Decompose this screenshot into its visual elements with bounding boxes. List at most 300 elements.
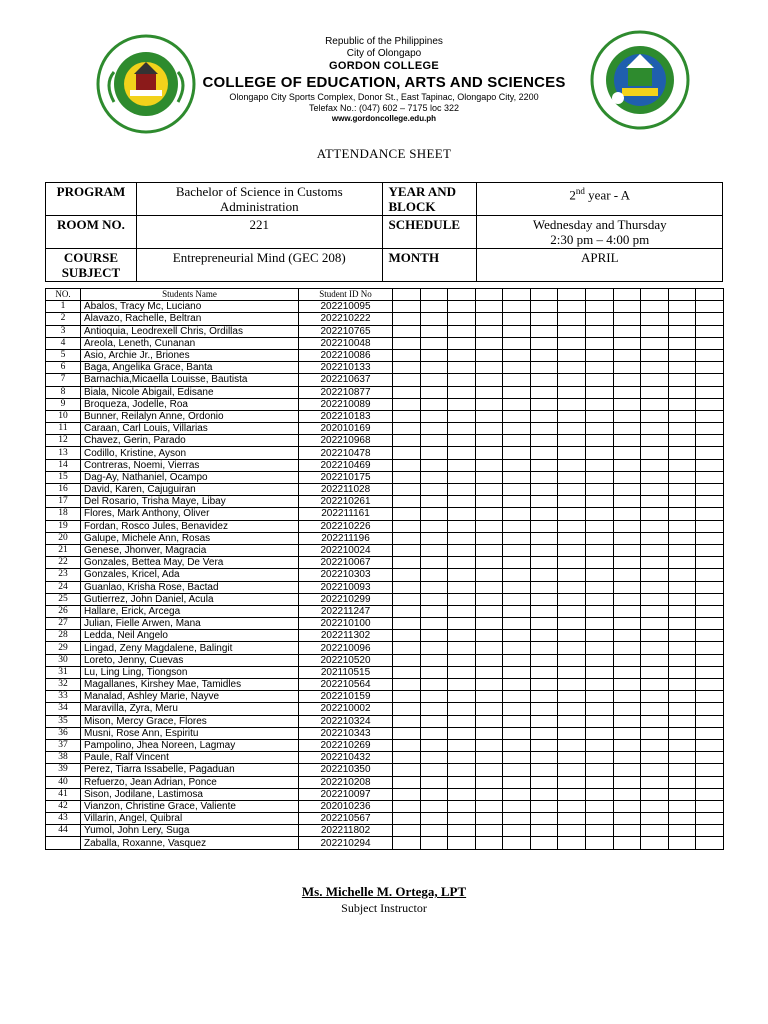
attendance-cell (475, 496, 503, 508)
student-number: 40 (46, 776, 81, 788)
attendance-cell (448, 593, 476, 605)
attendance-cell (393, 313, 421, 325)
attendance-cell (420, 569, 448, 581)
attendance-cell (503, 325, 531, 337)
attendance-cell (696, 532, 724, 544)
attendance-cell (503, 666, 531, 678)
attendance-cell (530, 386, 558, 398)
student-number: 12 (46, 435, 81, 447)
student-name: Gonzales, Bettea May, De Vera (81, 557, 299, 569)
student-id: 202210226 (299, 520, 393, 532)
student-id: 202211802 (299, 825, 393, 837)
attendance-cell (530, 569, 558, 581)
col-header-name: Students Name (81, 289, 299, 301)
attendance-cell (696, 569, 724, 581)
attendance-cell (475, 630, 503, 642)
attendance-cell (393, 727, 421, 739)
attendance-cell (586, 532, 614, 544)
attendance-cell (641, 362, 669, 374)
republic-line: Republic of the Philippines (325, 36, 443, 47)
attendance-cell (393, 800, 421, 812)
attendance-cell (420, 703, 448, 715)
attendance-cell (558, 618, 586, 630)
attendance-cell (613, 581, 641, 593)
attendance-cell (448, 825, 476, 837)
attendance-cell (530, 764, 558, 776)
attendance-cell (668, 800, 696, 812)
attendance-cell (586, 447, 614, 459)
attendance-cell (558, 337, 586, 349)
attendance-cell (448, 484, 476, 496)
attendance-cell (530, 788, 558, 800)
attendance-cell (586, 569, 614, 581)
attendance-cell (503, 337, 531, 349)
attendance-cell (696, 788, 724, 800)
attendance-cell (503, 423, 531, 435)
student-number: 41 (46, 788, 81, 800)
attendance-cell (420, 557, 448, 569)
student-name: Refuerzo, Jean Adrian, Ponce (81, 776, 299, 788)
attendance-cell (393, 484, 421, 496)
attendance-cell (420, 618, 448, 630)
attendance-cell (558, 544, 586, 556)
student-id: 202210520 (299, 654, 393, 666)
attendance-cell (393, 581, 421, 593)
attendance-cell (475, 666, 503, 678)
attendance-cell (696, 386, 724, 398)
attendance-cell (613, 679, 641, 691)
attendance-cell (696, 313, 724, 325)
attendance-cell (613, 508, 641, 520)
student-number: 8 (46, 386, 81, 398)
student-name: Julian, Fielle Arwen, Mana (81, 618, 299, 630)
attendance-cell (558, 496, 586, 508)
student-number: 23 (46, 569, 81, 581)
attendance-cell (475, 398, 503, 410)
attendance-cell (420, 386, 448, 398)
student-id: 202210183 (299, 410, 393, 422)
schedule-value (477, 216, 723, 249)
attendance-cell (448, 557, 476, 569)
attendance-cell (613, 605, 641, 617)
attendance-cell (448, 301, 476, 313)
attendance-cell (641, 642, 669, 654)
attendance-cell (448, 654, 476, 666)
attendance-date-header (393, 289, 421, 301)
attendance-cell (503, 374, 531, 386)
student-number: 38 (46, 752, 81, 764)
attendance-cell (613, 618, 641, 630)
attendance-cell (668, 642, 696, 654)
attendance-cell (613, 800, 641, 812)
attendance-cell (448, 447, 476, 459)
attendance-cell (586, 679, 614, 691)
student-name: Flores, Mark Anthony, Oliver (81, 508, 299, 520)
table-row (46, 459, 724, 471)
attendance-cell (641, 813, 669, 825)
attendance-cell (586, 374, 614, 386)
attendance-cell (503, 630, 531, 642)
attendance-cell (448, 471, 476, 483)
attendance-cell (696, 837, 724, 849)
attendance-cell (420, 544, 448, 556)
attendance-cell (393, 679, 421, 691)
attendance-cell (696, 642, 724, 654)
attendance-cell (586, 703, 614, 715)
attendance-cell (586, 386, 614, 398)
attendance-cell (641, 374, 669, 386)
attendance-cell (696, 459, 724, 471)
attendance-cell (668, 764, 696, 776)
schedule-label: SCHEDULE (382, 216, 477, 249)
student-number: 6 (46, 362, 81, 374)
student-number: 39 (46, 764, 81, 776)
attendance-cell (613, 813, 641, 825)
year-ordinal: nd (575, 186, 585, 196)
attendance-cell (530, 776, 558, 788)
table-row (46, 800, 724, 812)
student-id: 202210968 (299, 435, 393, 447)
attendance-cell (668, 752, 696, 764)
student-name: Antioquia, Leodrexell Chris, Ordillas (81, 325, 299, 337)
table-row (46, 484, 724, 496)
student-number: 10 (46, 410, 81, 422)
student-id: 202010236 (299, 800, 393, 812)
student-id: 202211247 (299, 605, 393, 617)
attendance-cell (613, 776, 641, 788)
attendance-cell (558, 715, 586, 727)
table-row (46, 471, 724, 483)
attendance-cell (503, 410, 531, 422)
student-name: Sison, Jodilane, Lastimosa (81, 788, 299, 800)
attendance-cell (475, 484, 503, 496)
attendance-cell (613, 715, 641, 727)
attendance-cell (530, 435, 558, 447)
student-id: 202211161 (299, 508, 393, 520)
attendance-cell (420, 691, 448, 703)
attendance-cell (696, 691, 724, 703)
attendance-cell (448, 605, 476, 617)
attendance-cell (641, 337, 669, 349)
attendance-cell (420, 301, 448, 313)
attendance-cell (448, 459, 476, 471)
attendance-cell (475, 618, 503, 630)
attendance-cell (530, 349, 558, 361)
table-row (46, 410, 724, 422)
student-number: 17 (46, 496, 81, 508)
attendance-cell (475, 691, 503, 703)
student-id: 202210095 (299, 301, 393, 313)
attendance-cell (558, 435, 586, 447)
attendance-cell (668, 837, 696, 849)
attendance-cell (503, 739, 531, 751)
student-number: 20 (46, 532, 81, 544)
student-number: 27 (46, 618, 81, 630)
attendance-cell (475, 544, 503, 556)
year-block: year - A (584, 187, 631, 203)
attendance-cell (668, 471, 696, 483)
attendance-cell (586, 496, 614, 508)
attendance-cell (696, 752, 724, 764)
attendance-cell (586, 313, 614, 325)
attendance-cell (696, 337, 724, 349)
attendance-cell (558, 398, 586, 410)
attendance-cell (558, 739, 586, 751)
attendance-cell (503, 313, 531, 325)
student-id: 202110515 (299, 666, 393, 678)
attendance-cell (613, 471, 641, 483)
student-id: 202210343 (299, 727, 393, 739)
attendance-cell (475, 837, 503, 849)
attendance-cell (448, 386, 476, 398)
student-name: Perez, Tiarra Issabelle, Pagaduan (81, 764, 299, 776)
attendance-cell (696, 666, 724, 678)
attendance-cell (475, 301, 503, 313)
attendance-cell (530, 618, 558, 630)
attendance-cell (530, 593, 558, 605)
attendance-cell (448, 337, 476, 349)
document-title: ATTENDANCE SHEET (316, 146, 452, 161)
attendance-cell (503, 593, 531, 605)
table-row (46, 642, 724, 654)
student-name: Genese, Jhonver, Magracia (81, 544, 299, 556)
attendance-cell (613, 544, 641, 556)
attendance-cell (393, 459, 421, 471)
attendance-cell (475, 727, 503, 739)
attendance-cell (558, 471, 586, 483)
attendance-cell (475, 825, 503, 837)
attendance-cell (558, 703, 586, 715)
website-line: www.gordoncollege.edu.ph (331, 114, 437, 123)
attendance-cell (475, 447, 503, 459)
attendance-cell (668, 605, 696, 617)
attendance-cell (613, 520, 641, 532)
attendance-cell (530, 520, 558, 532)
attendance-cell (420, 508, 448, 520)
student-name: Zaballa, Roxanne, Vasquez (81, 837, 299, 849)
attendance-cell (586, 605, 614, 617)
table-row (46, 447, 724, 459)
attendance-cell (696, 813, 724, 825)
attendance-cell (393, 520, 421, 532)
attendance-cell (448, 398, 476, 410)
student-id: 202210086 (299, 349, 393, 361)
attendance-cell (696, 410, 724, 422)
attendance-cell (558, 410, 586, 422)
attendance-cell (613, 654, 641, 666)
attendance-cell (696, 435, 724, 447)
attendance-cell (393, 764, 421, 776)
attendance-cell (668, 727, 696, 739)
attendance-cell (420, 447, 448, 459)
attendance-cell (641, 435, 669, 447)
table-row (46, 325, 724, 337)
student-id: 202210432 (299, 752, 393, 764)
attendance-cell (393, 630, 421, 642)
attendance-cell (448, 362, 476, 374)
attendance-cell (530, 337, 558, 349)
attendance-cell (393, 618, 421, 630)
attendance-cell (503, 752, 531, 764)
attendance-cell (641, 459, 669, 471)
attendance-cell (668, 776, 696, 788)
student-id: 202210564 (299, 679, 393, 691)
attendance-date-header (530, 289, 558, 301)
attendance-cell (641, 776, 669, 788)
attendance-cell (393, 496, 421, 508)
attendance-cell (530, 837, 558, 849)
student-name: Caraan, Carl Louis, Villarias (81, 423, 299, 435)
attendance-cell (448, 618, 476, 630)
attendance-cell (503, 349, 531, 361)
attendance-cell (393, 471, 421, 483)
attendance-cell (420, 813, 448, 825)
attendance-cell (696, 423, 724, 435)
attendance-cell (393, 544, 421, 556)
attendance-cell (586, 423, 614, 435)
attendance-cell (641, 447, 669, 459)
attendance-cell (420, 496, 448, 508)
attendance-cell (393, 593, 421, 605)
attendance-cell (530, 362, 558, 374)
attendance-date-header (475, 289, 503, 301)
attendance-cell (530, 496, 558, 508)
attendance-cell (613, 752, 641, 764)
attendance-cell (393, 398, 421, 410)
attendance-cell (393, 447, 421, 459)
attendance-cell (668, 544, 696, 556)
table-row (46, 593, 724, 605)
table-row (46, 508, 724, 520)
course-info-table (45, 182, 723, 282)
attendance-cell (558, 423, 586, 435)
attendance-cell (558, 313, 586, 325)
attendance-cell (558, 484, 586, 496)
attendance-cell (530, 679, 558, 691)
attendance-cell (641, 727, 669, 739)
attendance-cell (420, 313, 448, 325)
attendance-cell (696, 520, 724, 532)
attendance-cell (393, 301, 421, 313)
attendance-cell (503, 703, 531, 715)
attendance-cell (696, 581, 724, 593)
attendance-cell (696, 398, 724, 410)
attendance-cell (420, 532, 448, 544)
attendance-cell (586, 630, 614, 642)
table-row (46, 654, 724, 666)
attendance-cell (530, 471, 558, 483)
student-name: David, Karen, Cajuguiran (81, 484, 299, 496)
attendance-cell (530, 301, 558, 313)
attendance-cell (696, 776, 724, 788)
attendance-cell (558, 447, 586, 459)
table-row (46, 374, 724, 386)
attendance-cell (668, 398, 696, 410)
table-row (46, 813, 724, 825)
student-id: 202210303 (299, 569, 393, 581)
attendance-cell (668, 459, 696, 471)
attendance-cell (586, 788, 614, 800)
attendance-cell (393, 752, 421, 764)
attendance-cell (668, 813, 696, 825)
attendance-date-header (586, 289, 614, 301)
attendance-cell (530, 739, 558, 751)
table-row (46, 569, 724, 581)
attendance-cell (696, 825, 724, 837)
instructor-title: Subject Instructor (341, 901, 427, 915)
attendance-cell (530, 703, 558, 715)
attendance-cell (696, 374, 724, 386)
attendance-cell (641, 630, 669, 642)
attendance-cell (668, 703, 696, 715)
table-row (46, 605, 724, 617)
student-id: 202210765 (299, 325, 393, 337)
attendance-cell (503, 654, 531, 666)
attendance-cell (641, 301, 669, 313)
attendance-cell (641, 569, 669, 581)
attendance-cell (475, 374, 503, 386)
table-row (46, 301, 724, 313)
attendance-cell (530, 459, 558, 471)
attendance-cell (641, 666, 669, 678)
attendance-cell (420, 825, 448, 837)
student-number: 3 (46, 325, 81, 337)
attendance-cell (530, 374, 558, 386)
student-name: Magallanes, Kirshey Mae, Tamidles (81, 679, 299, 691)
attendance-cell (393, 423, 421, 435)
attendance-cell (586, 813, 614, 825)
student-name: Loreto, Jenny, Cuevas (81, 654, 299, 666)
table-row (46, 679, 724, 691)
attendance-cell (558, 301, 586, 313)
attendance-cell (641, 679, 669, 691)
attendance-cell (641, 508, 669, 520)
attendance-cell (448, 703, 476, 715)
attendance-cell (696, 703, 724, 715)
signature-block (0, 884, 768, 916)
student-name: Lingad, Zeny Magdalene, Balingit (81, 642, 299, 654)
student-name: Mison, Mercy Grace, Flores (81, 715, 299, 727)
attendance-cell (393, 605, 421, 617)
attendance-cell (503, 581, 531, 593)
student-id: 202210159 (299, 691, 393, 703)
attendance-cell (641, 325, 669, 337)
attendance-cell (475, 764, 503, 776)
attendance-cell (668, 581, 696, 593)
attendance-cell (696, 447, 724, 459)
student-id: 202211302 (299, 630, 393, 642)
attendance-cell (696, 618, 724, 630)
attendance-cell (503, 788, 531, 800)
telefax-line: Telefax No.: (047) 602 – 7175 loc 322 (308, 103, 460, 113)
student-id: 202010169 (299, 423, 393, 435)
table-row (46, 666, 724, 678)
attendance-cell (696, 739, 724, 751)
attendance-cell (448, 569, 476, 581)
attendance-cell (586, 520, 614, 532)
attendance-cell (448, 642, 476, 654)
attendance-cell (586, 666, 614, 678)
attendance-cell (475, 715, 503, 727)
attendance-cell (668, 423, 696, 435)
col-header-id: Student ID No (299, 289, 393, 301)
attendance-cell (558, 825, 586, 837)
attendance-cell (420, 349, 448, 361)
attendance-cell (420, 520, 448, 532)
attendance-cell (420, 362, 448, 374)
attendance-cell (641, 593, 669, 605)
attendance-cell (696, 593, 724, 605)
